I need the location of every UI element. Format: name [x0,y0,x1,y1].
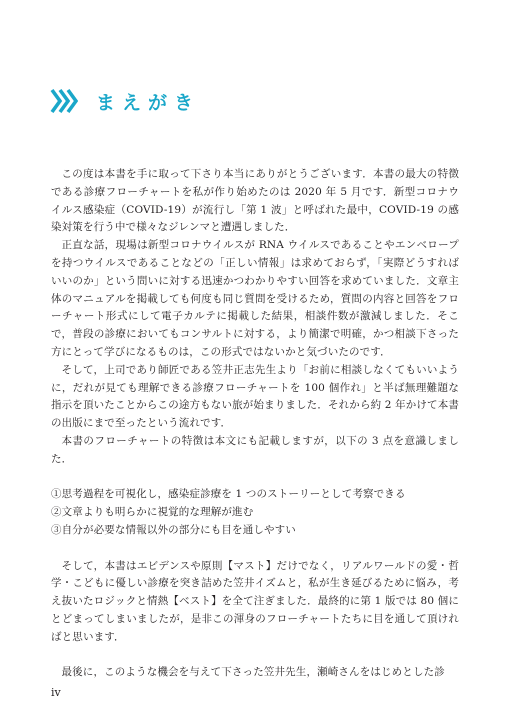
paragraph: 最後に，このような機会を与えて下さった笠井先生，瀬崎さんをはじめとした診 [61,666,445,679]
paragraph: そして，本書はエビデンスや原則【マスト】だけでなく，リアルワールドの愛・哲学・こどもに優しい診療を突き詰めた笠井イズムと，私が生き延びるために悩み，考え抜いたロジックと情熱【ベスト】を全て注ぎました．最終的に第 1 版では 80 個にとどまってしまいましたが，是非この渾身のフローチャートたちに目を通して頂ければと思います． [51,559,459,643]
list-item: ③自分が必要な情報以外の部分にも目を通しやすい [51,523,296,536]
list-item: ②文章よりも明らかに視覚的な理解が進む [51,506,254,519]
paragraph: そして，上司であり師匠である笠井正志先生より「お前に相談しなくてもいいように，だれが見ても理解できる診療フローチャートを 100 個作れ」と半ば無理難題な指示を頂いたことからこの途方もない旅が始まりました．それから約 2 年かけて本書の出版にまで至ったという流れです． [51,363,459,430]
triple-chevron-right-icon [50,87,78,115]
page-title: まえがき [96,91,201,114]
feature-list [51,486,459,539]
section-heading [50,84,200,118]
paragraph: 本書のフローチャートの特徴は本文にも記載しますが，以下の 3 点を意識しました． [51,434,459,465]
page-number: iv [51,686,61,699]
blank-line [51,469,459,487]
preface-body [51,166,459,682]
blank-line [51,647,459,665]
paragraph: 正直な話，現場は新型コロナウイルスが RNA ウイルスであることやエンベロープを持つウイルスであることなどの「正しい情報」は求めておらず，「実際どうすればいいのか」という問いに対する迅速かつわかりやすい回答を求めていました．文章主体のマニュアルを掲載しても何度も同じ質問を受けるため，質問の内容と回答をフローチャート形式にして電子カルテに掲載した結果，相談件数が激減しました．そこで，普段の診療においてもコンサルトに対する，より簡潔で明確，かつ相談下さった方にとって学びになるものは，この形式ではないかと気づいたのです． [51,239,459,358]
blank-line [51,540,459,558]
list-item: ①思考過程を可視化し，感染症診療を 1 つのストーリーとして考察できる [51,488,406,501]
paragraph: この度は本書を手に取って下さり本当にありがとうございます．本書の最大の特徴である診療フローチャートを私が作り始めたのは 2020 年 5 月です．新型コロナウイルス感染症（COVID-19）が流行し「第 1 波」と呼ばれた最中，COVID-19 の感染対策を行う中で様々なジレンマと遭遇しました． [51,168,459,234]
